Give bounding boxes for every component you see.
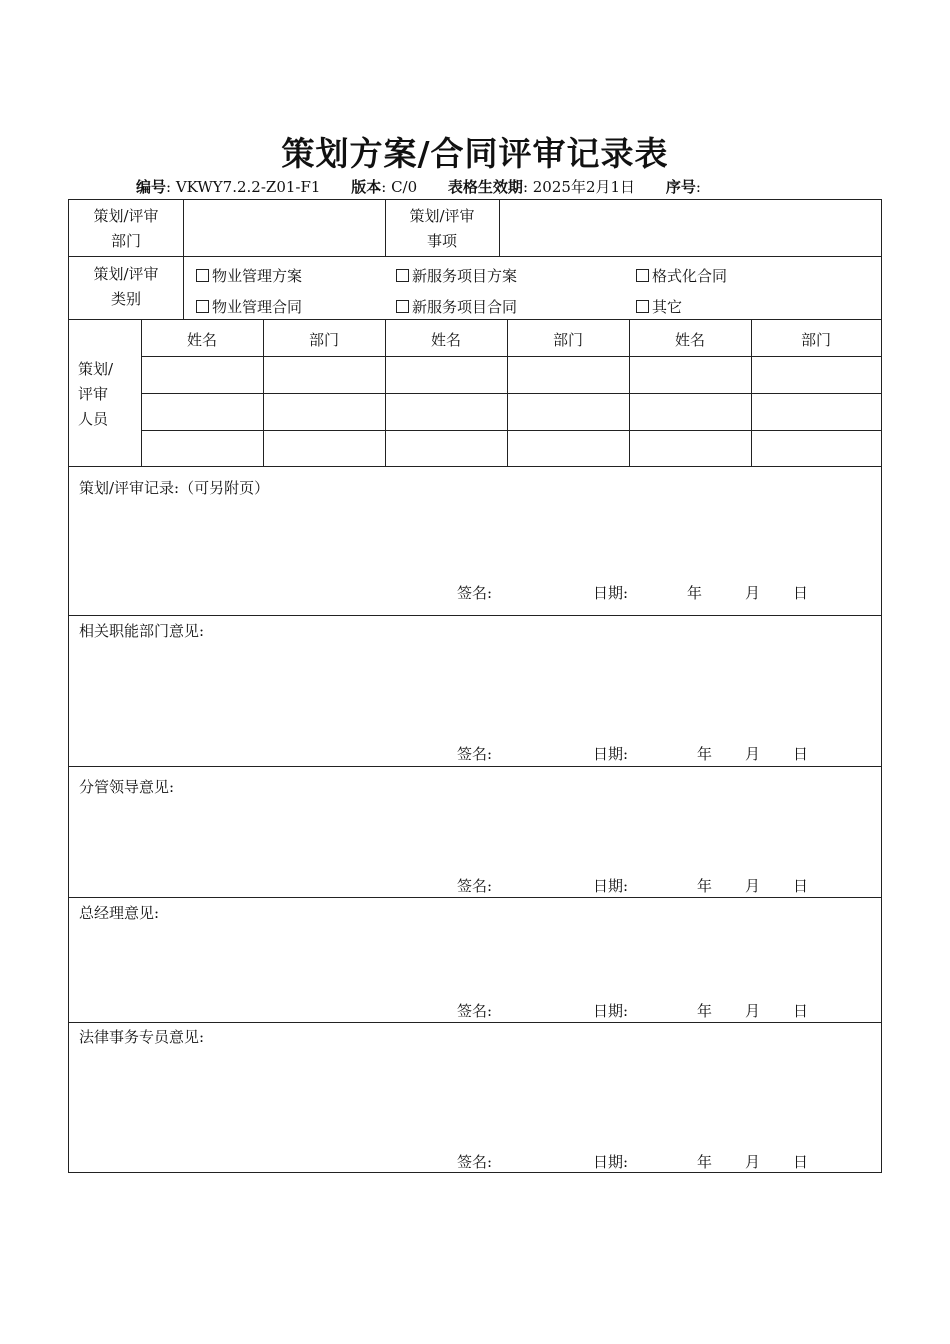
row-divider bbox=[69, 615, 881, 616]
dept-field[interactable] bbox=[185, 202, 383, 254]
personnel-cell[interactable] bbox=[630, 394, 751, 430]
personnel-cell[interactable] bbox=[386, 357, 507, 393]
row-divider bbox=[69, 319, 881, 320]
row-divider bbox=[69, 766, 881, 767]
option-standard-contract[interactable]: 格式化合同 bbox=[636, 265, 727, 286]
page-title: 策划方案/合同评审记录表 bbox=[281, 134, 669, 173]
col-divider bbox=[499, 200, 500, 256]
option-other[interactable]: 其它 bbox=[636, 296, 682, 317]
item-field[interactable] bbox=[501, 202, 879, 254]
form-meta: 编号: VKWY7.2.2-Z01-F1 版本: C/0 表格生效期: 2025年2月1日 序号: bbox=[136, 178, 701, 196]
header-name: 姓名 bbox=[186, 331, 217, 349]
review-month-label: 月 bbox=[745, 584, 761, 602]
leader-day-label: 日 bbox=[793, 877, 809, 895]
header-name: 姓名 bbox=[674, 331, 705, 349]
review-day-label: 日 bbox=[793, 584, 809, 602]
review-signature-label: 签名: bbox=[457, 584, 493, 602]
personnel-cell[interactable] bbox=[386, 394, 507, 430]
gm-signature-label: 签名: bbox=[457, 1002, 493, 1020]
leader-date-label: 日期: bbox=[593, 877, 629, 895]
personnel-cell[interactable] bbox=[386, 431, 507, 467]
option-new-service-plan[interactable]: 新服务项目方案 bbox=[396, 265, 517, 286]
row-divider bbox=[69, 897, 881, 898]
dept-label: 策划/评审 部门 bbox=[93, 207, 159, 250]
gm-day-label: 日 bbox=[793, 1002, 809, 1020]
legal-date-label: 日期: bbox=[593, 1153, 629, 1171]
header-name: 姓名 bbox=[430, 331, 461, 349]
dept-year-label: 年 bbox=[697, 745, 713, 763]
review-record-field[interactable] bbox=[71, 500, 879, 572]
version-label: 版本 bbox=[351, 178, 382, 196]
number-value: VKWY7.2.2-Z01-F1 bbox=[175, 178, 321, 196]
personnel-cell[interactable] bbox=[264, 431, 385, 467]
gm-month-label: 月 bbox=[745, 1002, 761, 1020]
personnel-cell[interactable] bbox=[264, 357, 385, 393]
personnel-cell[interactable] bbox=[508, 394, 629, 430]
legal-month-label: 月 bbox=[745, 1153, 761, 1171]
col-divider bbox=[183, 200, 184, 319]
review-record-label: 策划/评审记录:（可另附页） bbox=[79, 479, 270, 497]
gm-opinion-label: 总经理意见: bbox=[79, 904, 160, 922]
checkbox[interactable] bbox=[196, 300, 209, 313]
personnel-cell[interactable] bbox=[752, 394, 881, 430]
gm-opinion-field[interactable] bbox=[71, 926, 879, 994]
legal-year-label: 年 bbox=[697, 1153, 713, 1171]
legal-day-label: 日 bbox=[793, 1153, 809, 1171]
dept-signature-label: 签名: bbox=[457, 745, 493, 763]
dept-opinion-label: 相关职能部门意见: bbox=[79, 622, 205, 640]
row-divider bbox=[69, 256, 881, 257]
option-property-contract[interactable]: 物业管理合同 bbox=[196, 296, 302, 317]
header-dept: 部门 bbox=[800, 331, 831, 349]
header-dept: 部门 bbox=[308, 331, 339, 349]
header-dept: 部门 bbox=[552, 331, 583, 349]
serial-label: 序号 bbox=[665, 178, 696, 196]
personnel-cell[interactable] bbox=[508, 431, 629, 467]
checkbox[interactable] bbox=[396, 269, 409, 282]
personnel-label: 策划/ 评审 人员 bbox=[78, 360, 114, 428]
review-date-label: 日期: bbox=[593, 584, 629, 602]
dept-month-label: 月 bbox=[745, 745, 761, 763]
leader-month-label: 月 bbox=[745, 877, 761, 895]
checkbox[interactable] bbox=[636, 300, 649, 313]
legal-opinion-label: 法律事务专员意见: bbox=[79, 1028, 205, 1046]
leader-signature-label: 签名: bbox=[457, 877, 493, 895]
effective-value: 2025年2月1日 bbox=[532, 178, 636, 196]
checkbox[interactable] bbox=[636, 269, 649, 282]
effective-label: 表格生效期 bbox=[447, 178, 523, 196]
legal-opinion-field[interactable] bbox=[71, 1050, 879, 1140]
item-label: 策划/评审 事项 bbox=[409, 207, 475, 250]
personnel-cell[interactable] bbox=[508, 357, 629, 393]
dept-opinion-field[interactable] bbox=[71, 644, 879, 732]
personnel-cell[interactable] bbox=[142, 357, 263, 393]
leader-opinion-label: 分管领导意见: bbox=[79, 778, 175, 796]
option-new-service-contract[interactable]: 新服务项目合同 bbox=[396, 296, 517, 317]
leader-year-label: 年 bbox=[697, 877, 713, 895]
version-value: C/0 bbox=[391, 178, 418, 196]
option-property-plan[interactable]: 物业管理方案 bbox=[196, 265, 302, 286]
checkbox[interactable] bbox=[196, 269, 209, 282]
review-year-label: 年 bbox=[687, 584, 703, 602]
personnel-cell[interactable] bbox=[630, 431, 751, 467]
personnel-cell[interactable] bbox=[752, 431, 881, 467]
row-divider bbox=[69, 1022, 881, 1023]
gm-year-label: 年 bbox=[697, 1002, 713, 1020]
personnel-cell[interactable] bbox=[142, 431, 263, 467]
dept-date-label: 日期: bbox=[593, 745, 629, 763]
personnel-cell[interactable] bbox=[630, 357, 751, 393]
personnel-cell[interactable] bbox=[264, 394, 385, 430]
personnel-cell[interactable] bbox=[142, 394, 263, 430]
legal-signature-label: 签名: bbox=[457, 1153, 493, 1171]
dept-day-label: 日 bbox=[793, 745, 809, 763]
review-form bbox=[68, 199, 882, 1173]
number-label: 编号 bbox=[136, 178, 167, 196]
gm-date-label: 日期: bbox=[593, 1002, 629, 1020]
checkbox[interactable] bbox=[396, 300, 409, 313]
personnel-cell[interactable] bbox=[752, 357, 881, 393]
leader-opinion-field[interactable] bbox=[71, 800, 879, 868]
category-label: 策划/评审 类别 bbox=[93, 265, 159, 308]
